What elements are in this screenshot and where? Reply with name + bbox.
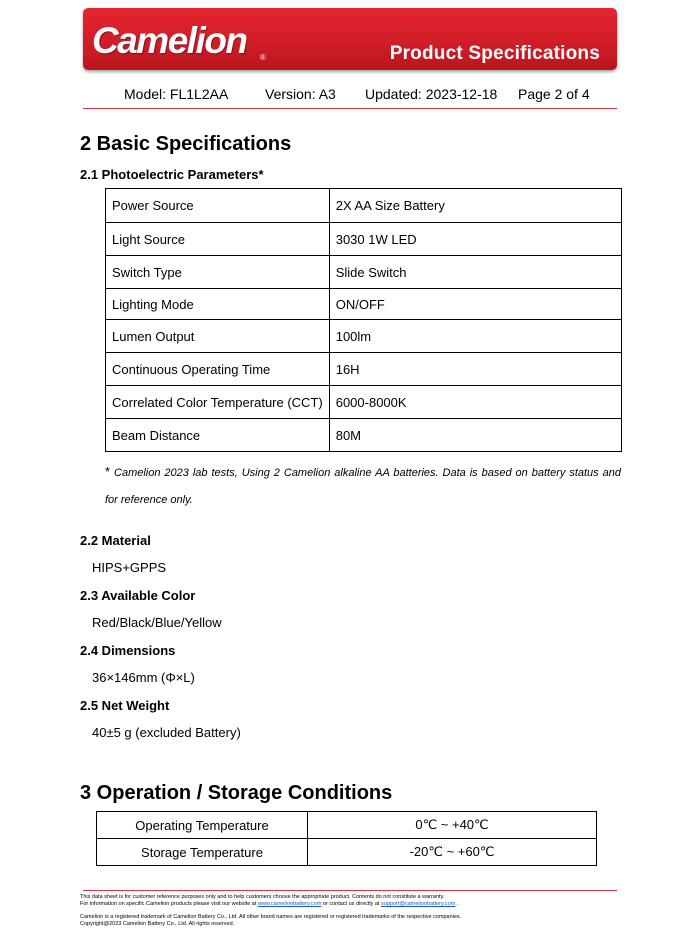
table-row — [106, 353, 622, 386]
footer-contact — [80, 901, 458, 908]
table-row — [106, 223, 622, 256]
table-row — [106, 289, 622, 320]
model-label: Model: FL1L2AA — [124, 86, 229, 102]
header-divider — [83, 108, 617, 109]
param-cell: Switch Type — [106, 256, 330, 289]
dimensions-heading: 2.4 Dimensions — [80, 643, 176, 658]
param-cell: Lumen Output — [106, 320, 330, 353]
weight-heading: 2.5 Net Weight — [80, 698, 170, 713]
section-3-heading: 3 Operation / Storage Conditions — [80, 782, 393, 804]
footer-disclaimer: This data sheet is for customer reference purposes only and to help customers choose the appropriate product. Contents do not constitute a warranty. — [80, 894, 445, 900]
value-cell: 80M — [329, 419, 621, 452]
footnote-mark: * — [105, 464, 111, 479]
footer-trademark: Camelion is a registered trademark of Camelion Battery Co., Ltd. All other brand names are registered or registered trademarks of the respective companies. — [80, 914, 462, 920]
registered-mark: ® — [260, 53, 266, 62]
param-cell: Light Source — [106, 223, 330, 256]
condition-value: 0℃ ~ +40℃ — [308, 812, 597, 839]
param-cell: Beam Distance — [106, 419, 330, 452]
condition-label: Storage Temperature — [97, 839, 308, 866]
header-banner — [83, 8, 617, 70]
page-label: Page 2 of 4 — [518, 86, 590, 102]
banner-title: Product Specifications — [389, 43, 600, 64]
color-heading: 2.3 Available Color — [80, 588, 196, 603]
condition-value: -20℃ ~ +60℃ — [308, 839, 597, 866]
updated-label: Updated: 2023-12-18 — [365, 86, 498, 102]
footer-contact-text: For information on specific Camelion products please visit our website at — [80, 901, 258, 907]
photoelectric-heading: 2.1 Photoelectric Parameters* — [80, 167, 264, 182]
section-2-heading: 2 Basic Specifications — [80, 133, 292, 155]
table-row — [97, 812, 597, 839]
photoelectric-table — [105, 188, 622, 452]
footer-contact-mid: or contact us directly at — [321, 901, 382, 907]
value-cell: Slide Switch — [329, 256, 621, 289]
footnote-text: Camelion 2023 lab tests, Using 2 Camelion alkaline AA batteries. Data is based on battery status and for reference only. — [105, 467, 621, 506]
brand-logo: Camelion — [92, 20, 247, 61]
material-value: HIPS+GPPS — [92, 560, 167, 575]
weight-value: 40±5 g (excluded Battery) — [92, 725, 241, 740]
value-cell: 2X AA Size Battery — [329, 189, 621, 223]
value-cell: 6000-8000K — [329, 386, 621, 419]
color-value: Red/Black/Blue/Yellow — [92, 615, 222, 630]
footer-divider — [83, 890, 617, 891]
footer-copyright: Copyright@2023 Camelion Battery Co., Ltd. All rights reserved. — [80, 921, 235, 927]
value-cell: ON/OFF — [329, 289, 621, 320]
email-link[interactable]: support@camelionbattery.com — [381, 901, 456, 907]
table-row — [106, 320, 622, 353]
value-cell: 100lm — [329, 320, 621, 353]
material-heading: 2.2 Material — [80, 533, 151, 548]
footnote — [105, 458, 621, 514]
version-label: Version: A3 — [265, 86, 336, 102]
value-cell: 3030 1W LED — [329, 223, 621, 256]
param-cell: Continuous Operating Time — [106, 353, 330, 386]
param-cell: Power Source — [106, 189, 330, 223]
table-row — [106, 419, 622, 452]
table-row — [106, 386, 622, 419]
conditions-table — [96, 811, 597, 866]
footer-contact-end: . — [455, 901, 459, 907]
website-link[interactable]: www.camelionbattery.com — [257, 901, 322, 907]
condition-label: Operating Temperature — [97, 812, 308, 839]
table-row — [106, 189, 622, 223]
param-cell: Correlated Color Temperature (CCT) — [106, 386, 330, 419]
dimensions-value: 36×146mm (Φ×L) — [92, 670, 195, 685]
value-cell: 16H — [329, 353, 621, 386]
table-row — [106, 256, 622, 289]
table-row — [97, 839, 597, 866]
param-cell: Lighting Mode — [106, 289, 330, 320]
